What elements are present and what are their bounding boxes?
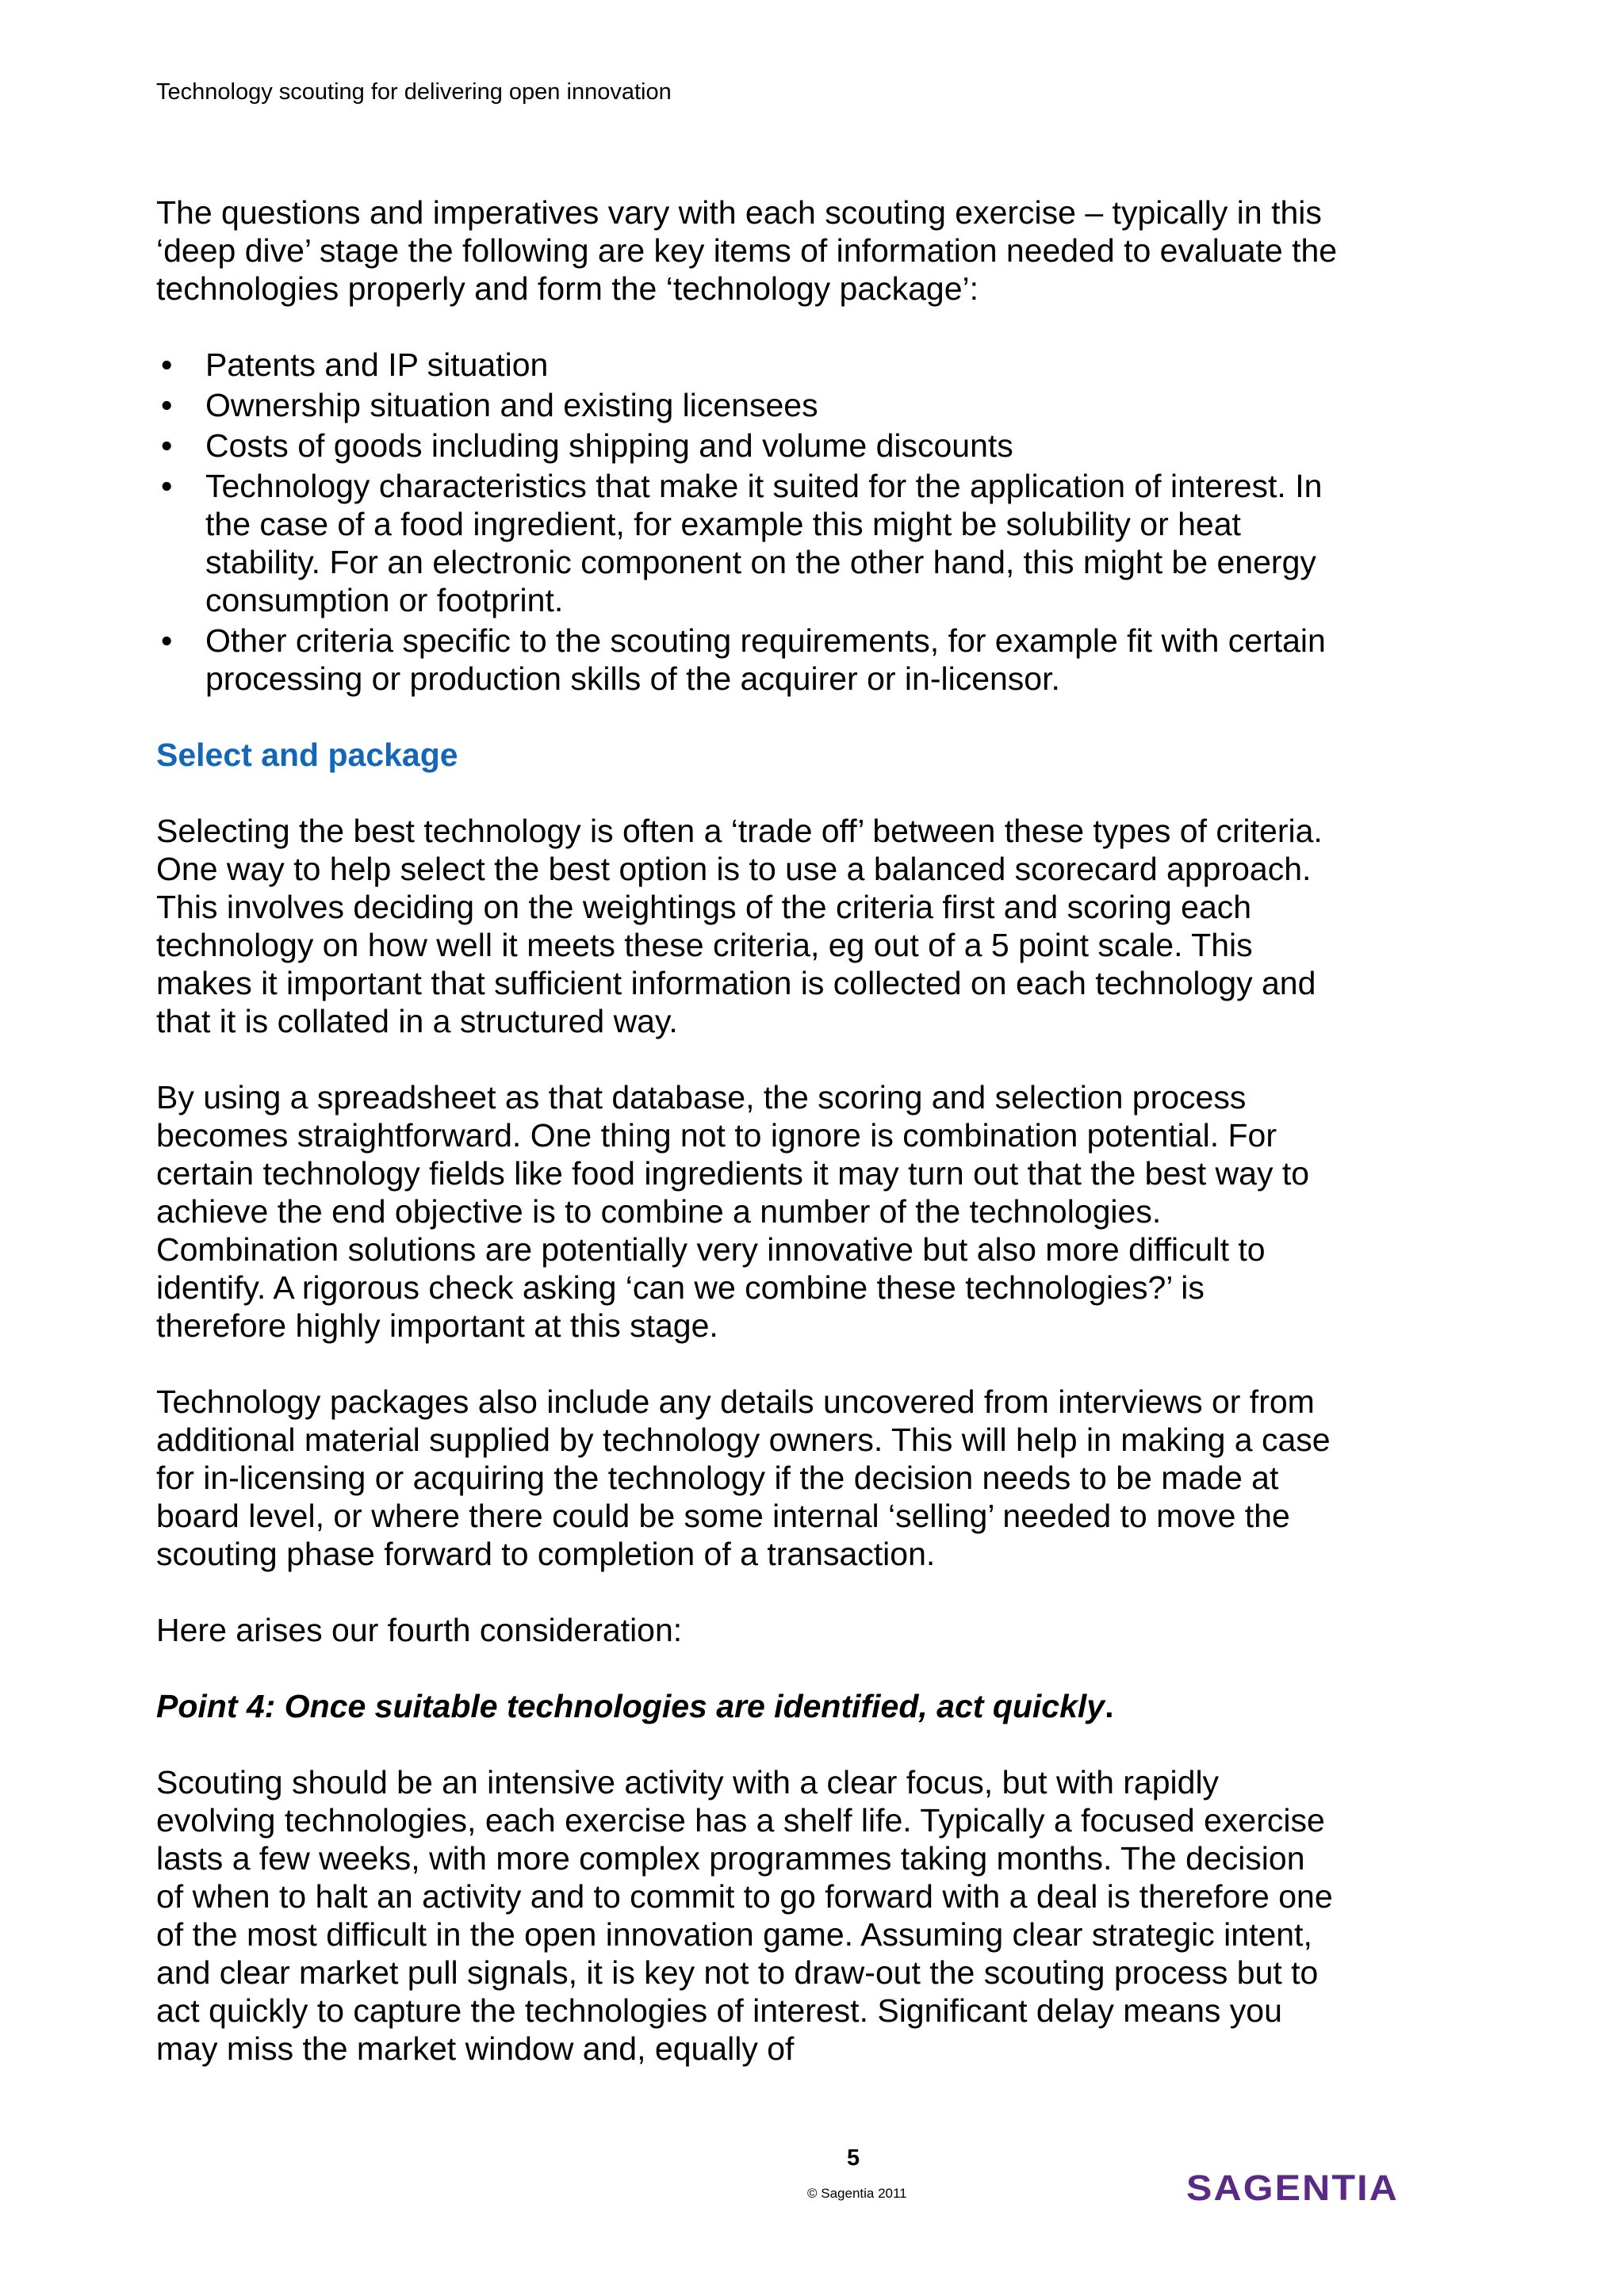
list-item-text: Costs of goods including shipping and volume discounts [205, 427, 1013, 464]
list-item-text: Technology characteristics that make it suited for the application of interest. In the case of a food ingredient, for example this might be solubility or heat stability. For an electronic component on the other hand, this might be energy consumption or footprint. [205, 468, 1323, 618]
bullet-icon: • [161, 622, 173, 659]
sagentia-logo [1186, 2168, 1400, 2207]
body-paragraph: Technology packages also include any details uncovered from interviews or from additional material supplied by technology owners. This will help in making a case for in-licensing or acquiring the technology if the decision needs to be made at board level, or where there could be some internal ‘selling’ needed to move the scouting phase forward to completion of a transaction. [156, 1383, 1331, 1572]
list-item [156, 346, 1338, 384]
point-4-text: Point 4: Once suitable technologies are identified, act quickly [156, 1688, 1105, 1724]
bullet-icon: • [161, 346, 173, 383]
list-item [156, 467, 1338, 619]
document-body [156, 193, 1338, 2106]
bullet-icon: • [161, 468, 173, 504]
list-item [156, 427, 1338, 465]
point-4-period: . [1105, 1688, 1114, 1724]
running-header: Technology scouting for delivering open innovation [156, 79, 672, 105]
list-item-text: Patents and IP situation [205, 346, 549, 383]
list-item-text: Other criteria specific to the scouting requirements, for example fit with certain processing or production skills of the acquirer or in-licensor. [205, 622, 1326, 697]
information-items-list [156, 346, 1338, 698]
body-paragraph: Selecting the best technology is often a ‘trade off’ between these types of criteria. One way to help select the best option is to use a balanced scorecard approach. This involves deciding on the weightings of the criteria first and scoring each technology on how well it meets these criteria, eg out of a 5 point scale. This makes it important that sufficient information is collected on each technology and that it is collated in a structured way. [156, 813, 1323, 1039]
section-heading-select-and-package: Select and package [156, 737, 458, 773]
list-item-text: Ownership situation and existing licensees [205, 387, 818, 423]
closing-paragraph: Scouting should be an intensive activity with a clear focus, but with rapidly evolving technologies, each exercise has a shelf life. Typically a focused exercise lasts a few weeks, with more complex programmes taking months. The decision of when to halt an activity and to commit to go forward with a deal is therefore one of the most difficult in the open innovation game. Assuming clear strategic intent, and clear market pull signals, it is key not to draw-out the scouting process but to act quickly to capture the technologies of interest. Significant delay means you may miss the market window and, equally of [156, 1764, 1333, 2067]
copyright-notice: © Sagentia 2011 [807, 2186, 907, 2201]
bullet-icon: • [161, 427, 173, 464]
intro-paragraph: The questions and imperatives vary with each scouting exercise – typically in this ‘deep dive’ stage the following are key items of information needed to evaluate the technologies properly and form the ‘technology package’: [156, 194, 1338, 307]
list-item [156, 622, 1338, 698]
body-paragraph: Here arises our fourth consideration: [156, 1612, 683, 1648]
body-paragraph: By using a spreadsheet as that database, the scoring and selection process becomes straightforward. One thing not to ignore is combination potential. For certain technology fields like food ingredients it may turn out that the best way to achieve the end objective is to combine a number of the technologies. Combination solutions are potentially very innovative but also more difficult to identify. A rigorous check asking ‘can we combine these technologies?’ is therefore highly important at this stage. [156, 1079, 1310, 1344]
page-number: 5 [847, 2145, 860, 2171]
point-4-heading [156, 1687, 1338, 1725]
bullet-icon: • [161, 387, 173, 423]
list-item [156, 386, 1338, 424]
logo-wordmark: SAGENTIA [1186, 2168, 1399, 2207]
